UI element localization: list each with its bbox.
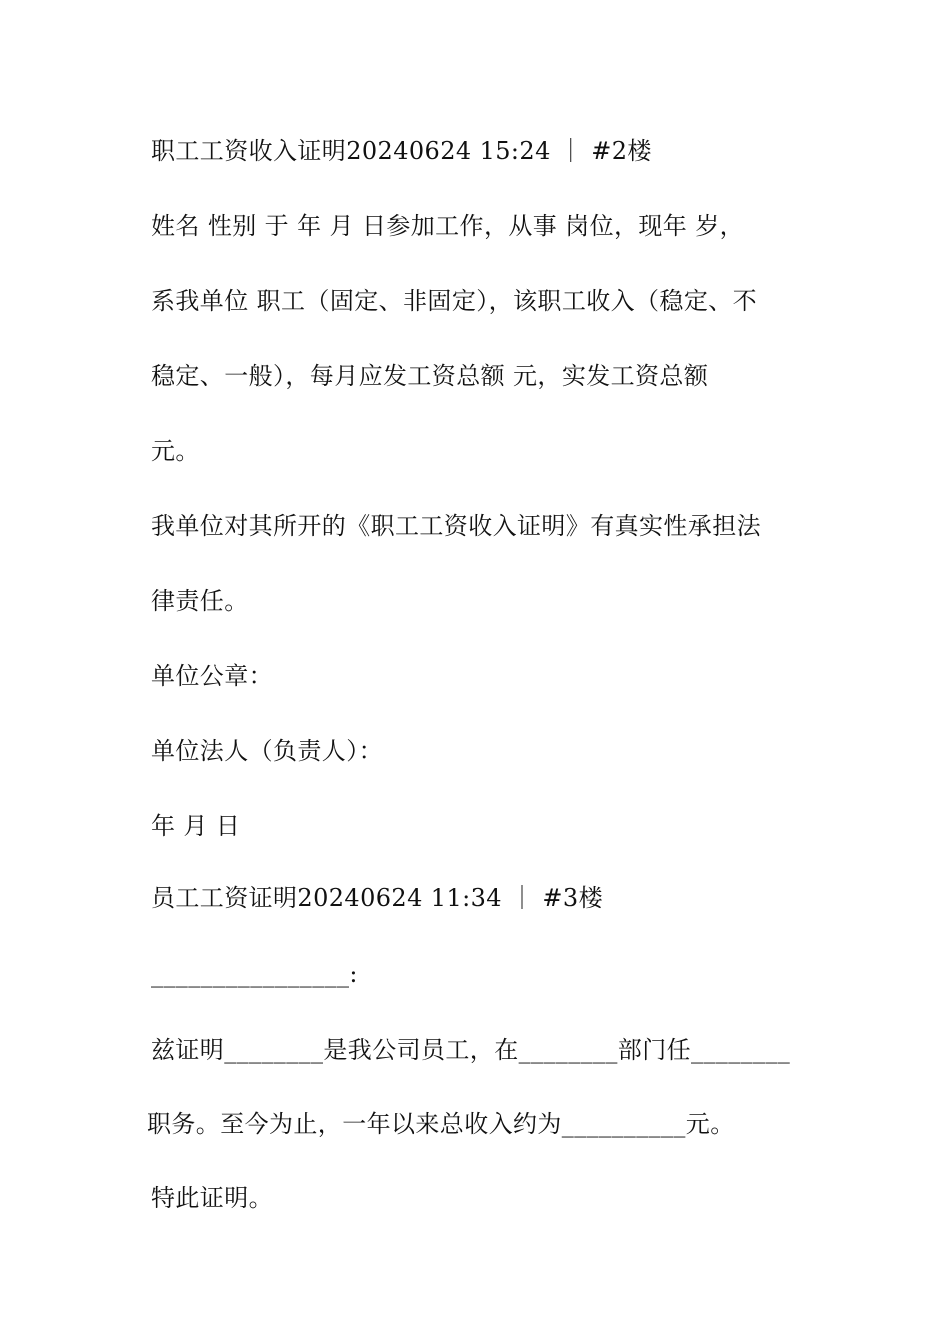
body-line: 兹证明________是我公司员工，在________部门任________	[151, 1036, 791, 1064]
addressee-blank: ________________:	[151, 960, 358, 988]
company-seal-label: 单位公章：	[151, 662, 273, 690]
date-line: 年 月 日	[151, 812, 241, 840]
post-header-3: 员工工资证明20240624 11:34 ｜ #3楼	[151, 884, 603, 912]
closing-line: 特此证明。	[151, 1184, 273, 1212]
body-line: 律责任。	[151, 587, 249, 615]
body-line: 姓名 性别 于 年 月 日参加工作，从事 岗位，现年 岁，	[151, 212, 745, 240]
body-line: 职务。至今为止，一年以来总收入约为__________元。	[147, 1110, 735, 1138]
body-line: 稳定、一般），每月应发工资总额 元，实发工资总额	[151, 362, 709, 390]
body-line: 元。	[151, 437, 200, 465]
body-line: 我单位对其所开的《职工工资收入证明》有真实性承担法	[151, 512, 761, 540]
post-header-2: 职工工资收入证明20240624 15:24 ｜ #2楼	[151, 137, 652, 165]
body-line: 系我单位 职工（固定、非固定），该职工收入（稳定、不	[151, 287, 758, 315]
legal-person-label: 单位法人（负责人）：	[151, 737, 383, 765]
